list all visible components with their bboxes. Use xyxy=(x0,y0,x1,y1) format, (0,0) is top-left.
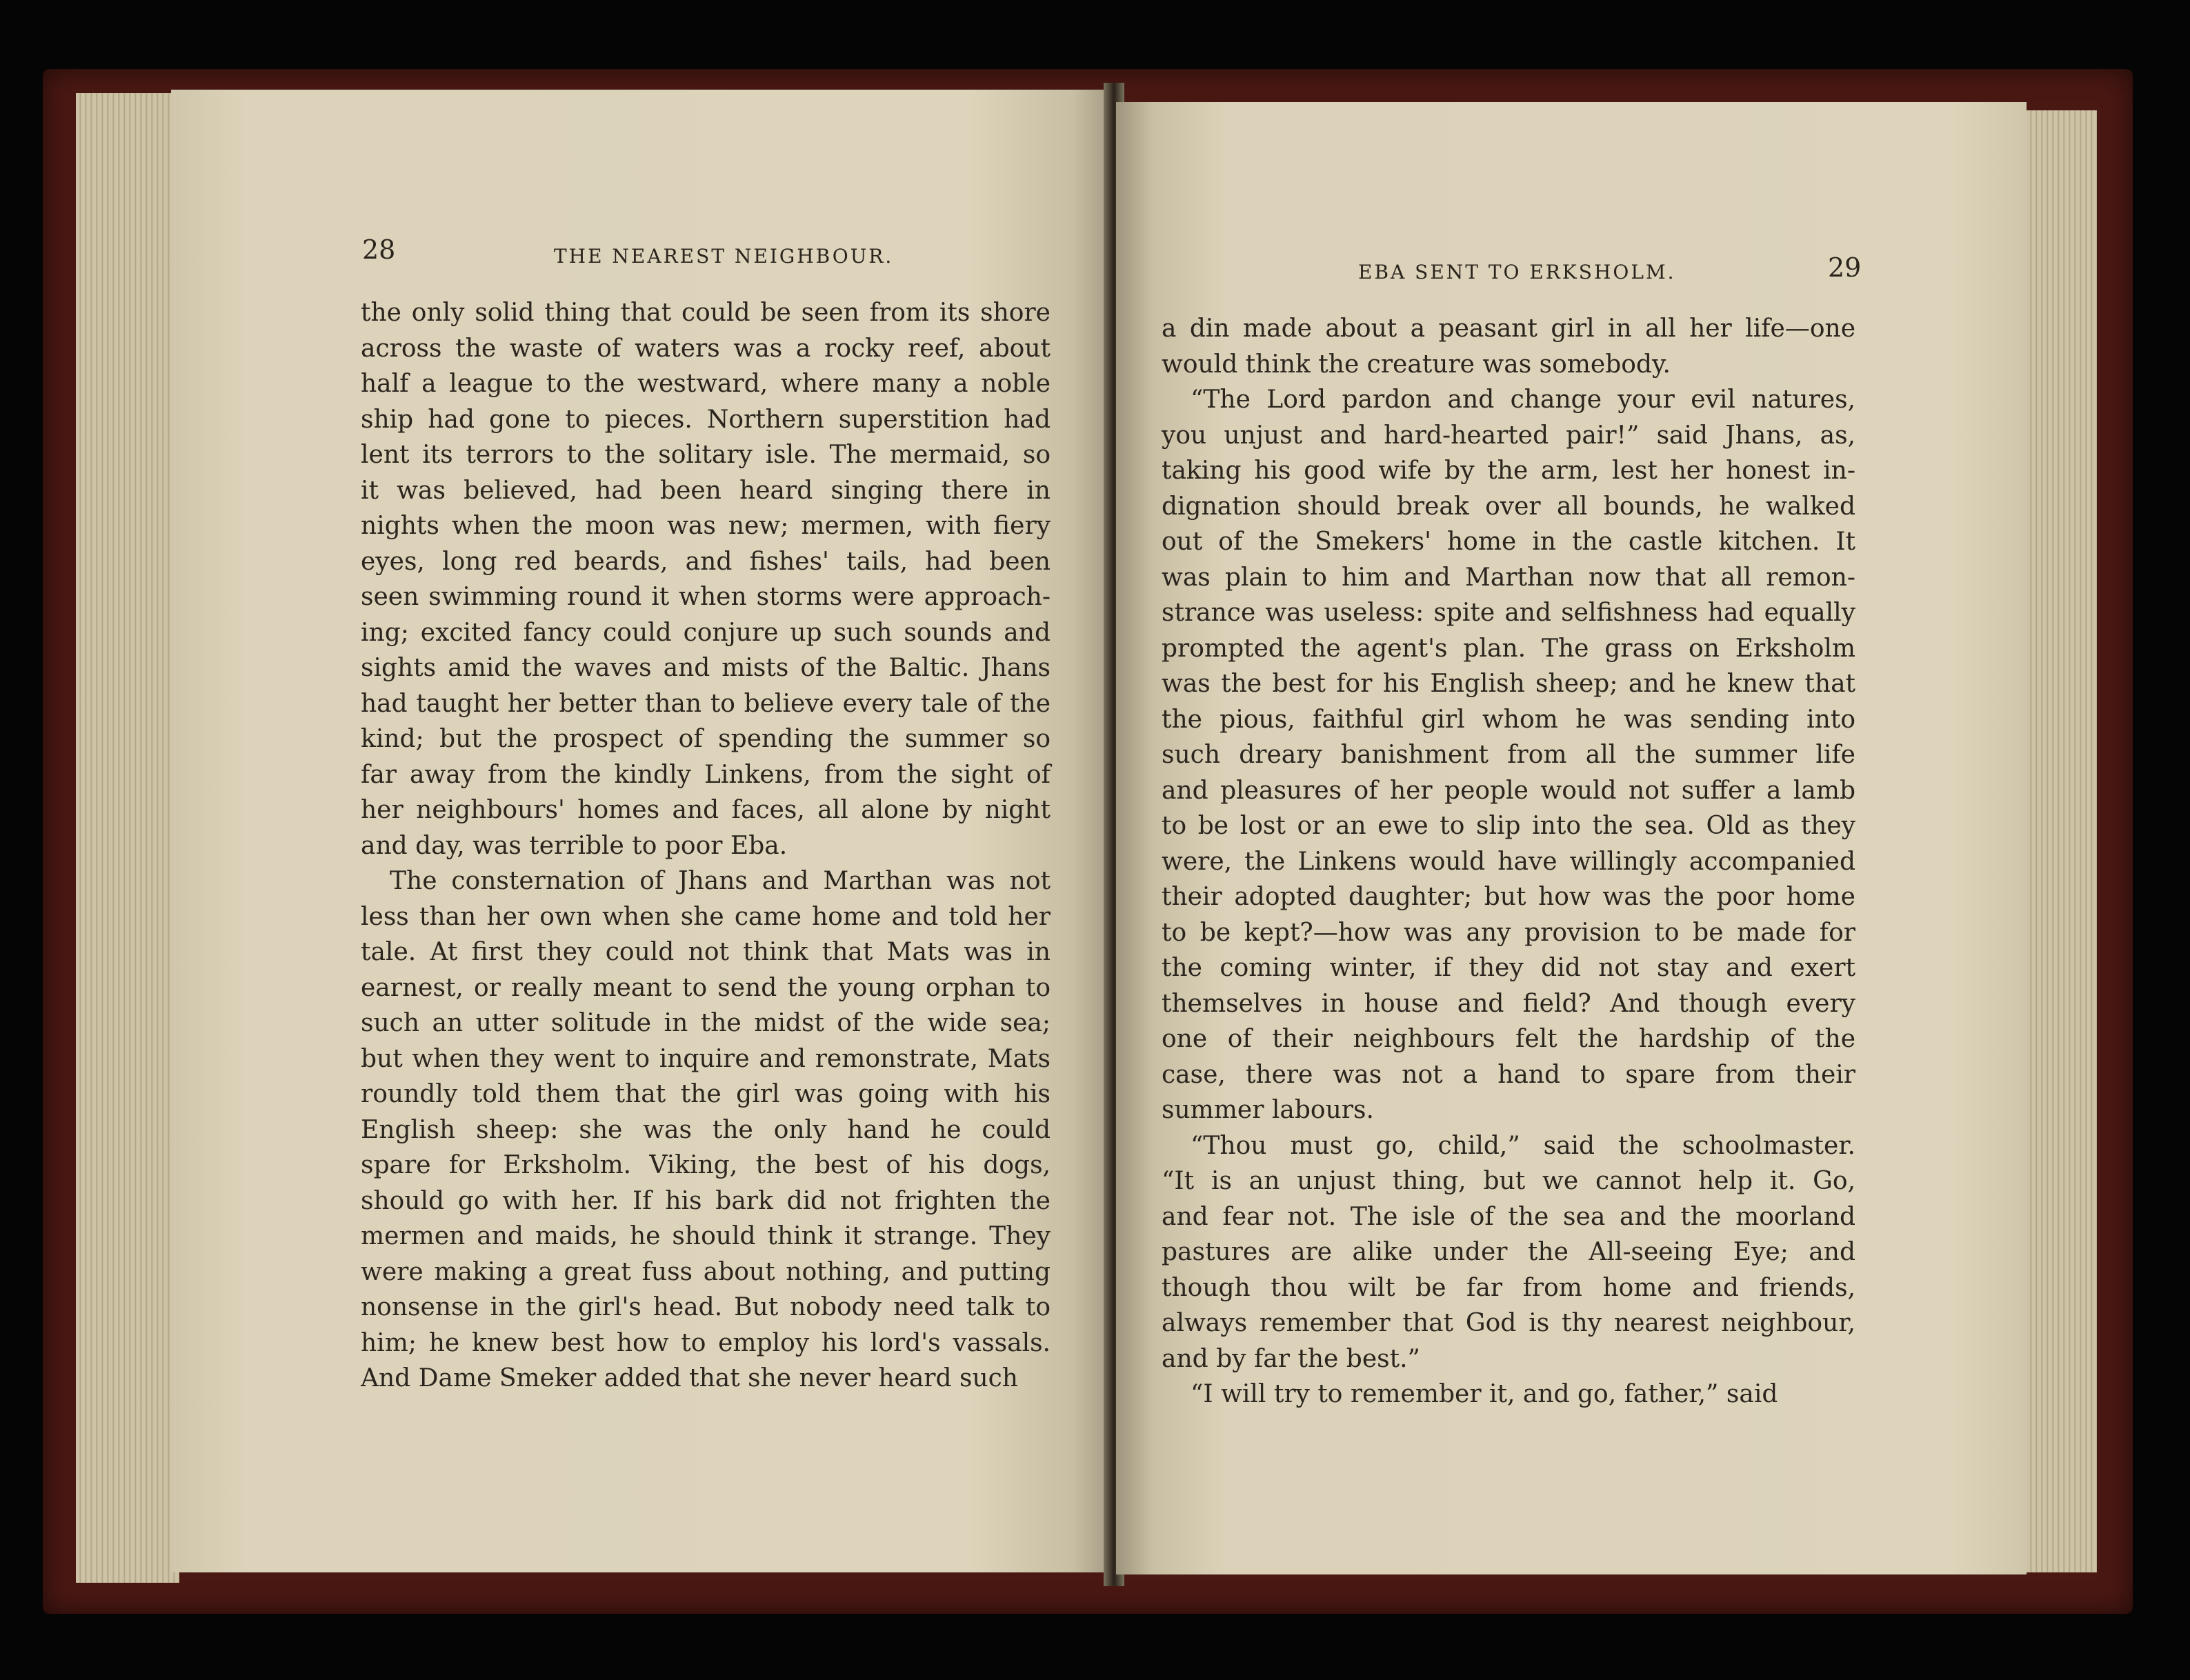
text-line: half a league to the westward, where many a noble xyxy=(361,370,1051,398)
text-line: him; he knew best how to employ his lord's vassals. xyxy=(361,1328,1051,1357)
text-line: “It is an unjust thing, but we cannot help it. Go, xyxy=(1162,1167,1855,1195)
text-line: out of the Smekers' home in the castle kitchen. It xyxy=(1162,528,1855,556)
text-line: was plain to him and Marthan now that all remon- xyxy=(1162,563,1855,592)
text-line: though thou wilt be far from home and friends, xyxy=(1162,1273,1855,1302)
text-line: dignation should break over all bounds, he walked xyxy=(1162,492,1855,521)
text-line: were, the Linkens would have willingly accompanied xyxy=(1162,847,1855,876)
text-line: taking his good wife by the arm, lest her honest in- xyxy=(1162,457,1855,485)
text-line: “The Lord pardon and change your evil natures, xyxy=(1191,386,1855,414)
text-line: and fear not. The isle of the sea and the moorland xyxy=(1162,1202,1855,1231)
text-line: mermen and maids, he should think it strange. They xyxy=(361,1222,1051,1250)
text-line: ship had gone to pieces. Northern superstition had xyxy=(361,405,1051,434)
text-line: were making a great fuss about nothing, and putting xyxy=(361,1257,1051,1286)
right-page xyxy=(1116,102,2027,1574)
text-line: their adopted daughter; but how was the poor home xyxy=(1162,883,1855,911)
text-line: case, there was not a hand to spare from their xyxy=(1162,1060,1855,1089)
left-running-head: THE NEAREST NEIGHBOUR. xyxy=(554,245,894,268)
text-line: tale. At first they could not think that Mats was in xyxy=(361,938,1051,966)
text-line: The consternation of Jhans and Marthan was not xyxy=(390,867,1051,895)
text-line: seen swimming round it when storms were approach- xyxy=(361,583,1051,611)
text-line: sights amid the waves and mists of the Baltic. Jhans xyxy=(361,654,1051,682)
text-line: had taught her better than to believe every tale of the xyxy=(361,689,1051,718)
text-line: far away from the kindly Linkens, from the sight of xyxy=(361,760,1051,789)
text-line: such an utter solitude in the midst of the wide sea; xyxy=(361,1009,1051,1037)
text-line: her neighbours' homes and faces, all alone by night xyxy=(361,796,1051,824)
text-line: kind; but the prospect of spending the summer so xyxy=(361,725,1051,753)
left-page-edges xyxy=(76,93,179,1583)
text-line: the only solid thing that could be seen from its shore xyxy=(361,299,1051,327)
text-line: “Thou must go, child,” said the schoolmaster. xyxy=(1191,1131,1855,1160)
text-line: ing; excited fancy could conjure up such sounds and xyxy=(361,618,1051,647)
text-line: should go with her. If his bark did not frighten the xyxy=(361,1186,1051,1215)
text-line: always remember that God is thy nearest neighbour, xyxy=(1162,1309,1855,1337)
text-line: but when they went to inquire and remonstrate, Mats xyxy=(361,1044,1051,1073)
text-line: a din made about a peasant girl in all her life—one xyxy=(1162,314,1855,343)
right-page-edges xyxy=(2021,110,2097,1572)
text-line: nonsense in the girl's head. But nobody need talk to xyxy=(361,1293,1051,1321)
text-line: the pious, faithful girl whom he was sending into xyxy=(1162,705,1855,734)
text-line: across the waste of waters was a rocky reef, about xyxy=(361,334,1051,363)
right-running-head: EBA SENT TO ERKSHOLM. xyxy=(1358,261,1676,283)
text-line: strance was useless: spite and selfishness had equally xyxy=(1162,599,1855,627)
text-line: “I will try to remember it, and go, father,” said xyxy=(1191,1380,1778,1408)
text-line: was the best for his English sheep; and he knew that xyxy=(1162,670,1855,698)
left-page-text xyxy=(361,295,1051,1397)
text-line: roundly told them that the girl was going with his xyxy=(361,1080,1051,1108)
text-line: pastures are alike under the All-seeing Eye; and xyxy=(1162,1238,1855,1266)
text-line: prompted the agent's plan. The grass on Erksholm xyxy=(1162,634,1855,663)
text-line: English sheep: she was the only hand he could xyxy=(361,1115,1051,1144)
text-line: you unjust and hard-hearted pair!” said Jhans, as, xyxy=(1162,421,1855,450)
text-line: to be kept?—how was any provision to be made for xyxy=(1162,918,1855,947)
text-line: such dreary banishment from all the summer life xyxy=(1162,741,1855,769)
right-page-text xyxy=(1162,311,1855,1412)
left-page-number: 28 xyxy=(362,234,396,265)
text-line: nights when the moon was new; mermen, with fiery xyxy=(361,512,1051,540)
text-line: eyes, long red beards, and fishes' tails, had been xyxy=(361,547,1051,576)
text-line: earnest, or really meant to send the young orphan to xyxy=(361,973,1051,1002)
text-line: themselves in house and field? And though every xyxy=(1162,989,1855,1018)
left-page xyxy=(171,90,1111,1572)
text-line: And Dame Smeker added that she never heard such xyxy=(361,1364,1018,1392)
text-line: the coming winter, if they did not stay and exert xyxy=(1162,954,1855,982)
text-line: and by far the best.” xyxy=(1162,1344,1420,1373)
text-line: summer labours. xyxy=(1162,1096,1374,1124)
text-line: to be lost or an ewe to slip into the sea. Old as they xyxy=(1162,812,1855,840)
text-line: spare for Erksholm. Viking, the best of his dogs, xyxy=(361,1151,1051,1179)
text-line: and pleasures of her people would not suffer a lamb xyxy=(1162,776,1855,805)
text-line: and day, was terrible to poor Eba. xyxy=(361,831,788,860)
right-page-number: 29 xyxy=(1828,252,1862,283)
text-line: one of their neighbours felt the hardship of the xyxy=(1162,1025,1855,1053)
text-line: would think the creature was somebody. xyxy=(1162,350,1671,379)
text-line: it was believed, had been heard singing there in xyxy=(361,476,1051,505)
text-line: less than her own when she came home and told her xyxy=(361,902,1051,931)
text-line: lent its terrors to the solitary isle. The mermaid, so xyxy=(361,441,1051,469)
